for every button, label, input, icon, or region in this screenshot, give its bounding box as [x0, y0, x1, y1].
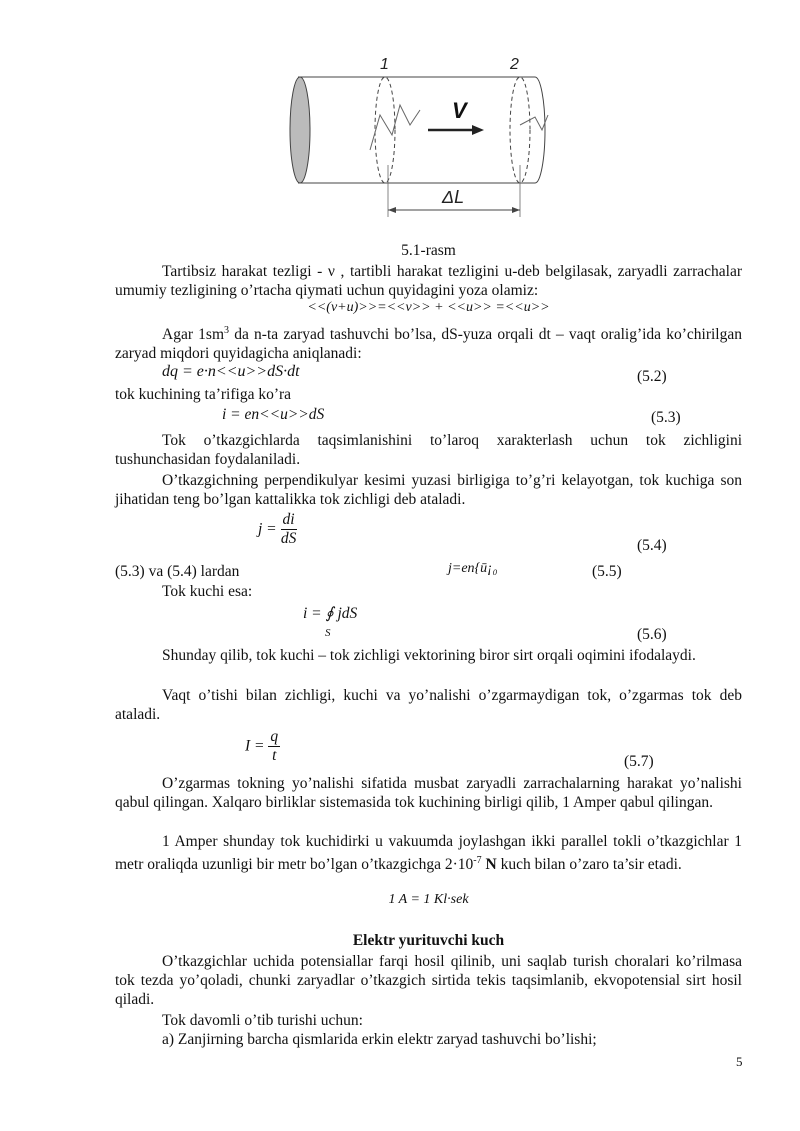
paragraph-continuous-current: Tok davomli o’tib turishi uchun:: [162, 1012, 363, 1029]
equation-5-4-fraction: [281, 511, 297, 548]
paragraph-velocity: Tartibsiz harakat tezligi - ν , tartibli harakat tezligini u-deb belgilasak, zaryadli zarrachalar umumiy tezligining o’rtacha qiymati uchun quyidagini yoza olamiz:: [115, 263, 742, 299]
paragraph-current-is: Tok kuchi esa:: [162, 583, 253, 600]
equation-number-5-6: (5.6): [637, 626, 667, 643]
equation-5-6-subscript: S: [325, 627, 331, 639]
ampere-newton: N: [481, 856, 497, 874]
equation-5-7: [245, 728, 280, 765]
equation-5-2: dq = e·n<<u>>dS·dt: [162, 363, 300, 380]
paragraph-charge-carriers: [115, 321, 742, 363]
ampere-sup: -7: [473, 855, 482, 866]
equation-5-3: i = en<<u>>dS: [222, 406, 325, 423]
paragraph-current-density-definition: O’tkazgichning perpendikulyar kesimi yuzasi birligiga to’g’ri kelayotgan, tok kuchiga son jihatidan teng bo’lgan kattalikka tok zichligi deb ataladi.: [115, 472, 742, 508]
equation-number-5-5: (5.5): [592, 563, 622, 580]
equation-5-4-numerator: di: [282, 511, 295, 528]
equation-5-4-lhs: j =: [258, 520, 277, 538]
equation-ampere: 1 A = 1 Kl·sek: [388, 892, 469, 907]
paragraph-from-equations: (5.3) va (5.4) lardan: [115, 563, 240, 580]
figure-caption: 5.1-rasm: [401, 242, 456, 259]
charge-carriers-text-a: Agar 1sm: [162, 326, 225, 344]
charge-carriers-sup: 3: [224, 325, 230, 336]
list-item-a: a) Zanjirning barcha qismlarida erkin elektr zaryad tashuvchi bo’lishi;: [162, 1031, 597, 1048]
equation-5-7-numerator: q: [270, 728, 279, 745]
equation-5-5: j=en{ū¡₀: [448, 561, 498, 576]
paragraph-ampere-definition: [115, 832, 742, 874]
paragraph-potential: O’tkazgichlar uchida potensiallar farqi hosil qilinib, uni saqlab turish choralari ko’rilmasa tok tezda yo’qoladi, chunki zaryadlar o’tkazgich sirtida tekis taqsimlanib, ekvopotensial sirt hosil qiladi.: [115, 953, 742, 1008]
equation-5-7-lhs: I =: [245, 737, 265, 755]
equation-5-7-denominator: t: [272, 747, 277, 764]
equation-5-7-fraction: [268, 728, 280, 765]
ampere-text-a: 1 Amper shunday tok kuchidirki u vakuumda joylashgan ikki parallel tokli o’tkazgichlar 1 metr oraliqda uzunligi bir metr bo’lgan o’tkazgichga 2·10: [115, 833, 742, 874]
equation-5-6: i = ∮ jdS: [303, 605, 358, 622]
equation-number-5-7: (5.7): [624, 753, 654, 770]
figure-label-dl: ΔL: [442, 187, 465, 207]
figure-label-v: V: [452, 98, 467, 123]
ampere-text-b: kuch bilan o’zaro ta’sir etadi.: [496, 856, 682, 874]
equation-5-4-denominator: dS: [280, 530, 297, 547]
equation-number-5-2: (5.2): [637, 368, 667, 385]
equation-average-velocity: <<(v+u)>>=<<v>> + <<u>> =<<u>>: [307, 300, 550, 315]
equation-number-5-3: (5.3): [651, 409, 681, 426]
charge-carriers-text-b: da n-ta zaryad tashuvchi bo’lsa, dS-yuza orqali dt – vaqt oralig’ida ko’chirilgan zaryad miqdori quyidagicha aniqlanadi:: [115, 326, 742, 363]
figure-label-1: 1: [380, 56, 389, 73]
equation-number-5-4: (5.4): [637, 537, 667, 554]
conductor-figure: [280, 55, 550, 220]
paragraph-direction: O’zgarmas tokning yo’nalishi sifatida musbat zaryadli zarrachalarning harakat yo’nalishi qabul qilingan. Xalqaro birliklar sistemasida tok kuchining birligi qilib, 1 Amper qabul qilingan.: [115, 775, 742, 811]
section-heading: Elektr yurituvchi kuch: [352, 932, 505, 949]
page-number: 5: [736, 1054, 743, 1069]
paragraph-flux: Shunday qilib, tok kuchi – tok zichligi vektorining biror sirt orqali oqimini ifodalaydi.: [162, 647, 696, 664]
paragraph-direct-current: Vaqt o’tishi bilan zichligi, kuchi va yo’nalishi o’zgarmaydigan tok, o’zgarmas tok deb ataladi.: [115, 687, 742, 723]
paragraph-current-density-intro: Tok o’tkazgichlarda taqsimlanishini to’laroq xarakterlash uchun tok zichligini tushunchasidan foydalaniladi.: [115, 432, 742, 468]
paragraph-current-definition: tok kuchining ta’rifiga ko’ra: [115, 386, 292, 403]
figure-label-2: 2: [510, 56, 519, 73]
equation-5-4: [258, 511, 297, 548]
